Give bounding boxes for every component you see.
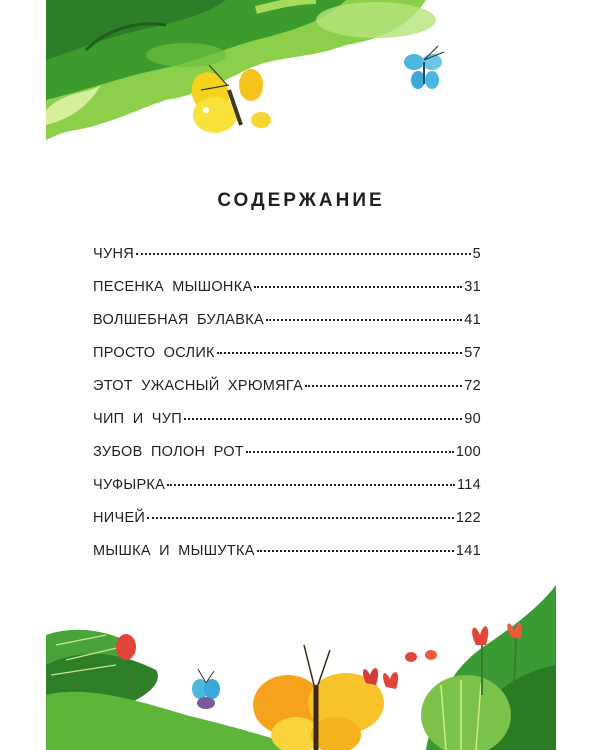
bottom-meadow-illustration	[46, 575, 556, 750]
dot-leader	[254, 285, 462, 288]
toc-item-page: 31	[464, 279, 481, 295]
toc-item-3[interactable]	[93, 312, 481, 345]
toc-item-1[interactable]	[93, 246, 481, 279]
toc-item-title: ВОЛШЕБНАЯ БУЛАВКА	[93, 312, 264, 328]
toc-item-page: 100	[455, 444, 481, 460]
toc-item-5[interactable]	[93, 378, 481, 411]
toc-item-page: 90	[464, 411, 481, 427]
dot-leader	[266, 318, 462, 321]
table-of-contents	[93, 246, 481, 576]
dot-leader	[167, 483, 455, 486]
toc-item-page: 41	[464, 312, 481, 328]
dot-leader	[136, 252, 471, 255]
toc-item-title: ЗУБОВ ПОЛОН РОТ	[93, 444, 244, 460]
small-blue-butterfly-icon	[192, 669, 220, 709]
toc-item-title: ЧУФЫРКА	[93, 477, 166, 493]
dot-leader	[147, 516, 454, 519]
toc-item-page: 141	[455, 543, 481, 559]
toc-item-4[interactable]	[93, 345, 481, 378]
dot-leader	[305, 384, 462, 387]
toc-item-page: 72	[464, 378, 481, 394]
toc-item-page: 122	[455, 510, 481, 526]
dot-leader	[184, 417, 462, 420]
blue-butterfly-icon	[404, 46, 444, 89]
toc-item-10[interactable]	[93, 543, 481, 576]
toc-item-8[interactable]	[93, 477, 481, 510]
toc-item-9[interactable]	[93, 510, 481, 543]
toc-item-page: 5	[472, 246, 481, 262]
toc-item-title: МЫШКА И МЫШУТКА	[93, 543, 255, 559]
top-foliage-illustration	[46, 0, 556, 170]
dot-leader	[257, 549, 454, 552]
toc-item-7[interactable]	[93, 444, 481, 477]
toc-item-2[interactable]	[93, 279, 481, 312]
book-page	[46, 0, 556, 750]
dot-leader	[246, 450, 454, 453]
toc-item-title: ЭТОТ УЖАСНЫЙ ХРЮМЯГА	[93, 378, 304, 394]
toc-item-title: ЧИП И ЧУП	[93, 411, 182, 427]
dot-leader	[217, 351, 462, 354]
toc-item-title: ПЕСЕНКА МЫШОНКА	[93, 279, 253, 295]
toc-item-title: ПРОСТО ОСЛИК	[93, 345, 215, 361]
toc-item-title: ЧУНЯ	[93, 246, 135, 262]
toc-item-6[interactable]	[93, 411, 481, 444]
orange-butterfly-icon	[253, 645, 384, 750]
page-title: СОДЕРЖАНИЕ	[217, 190, 385, 211]
toc-item-page: 114	[456, 477, 481, 493]
toc-item-page: 57	[464, 345, 481, 361]
toc-item-title: НИЧЕЙ	[93, 510, 146, 526]
